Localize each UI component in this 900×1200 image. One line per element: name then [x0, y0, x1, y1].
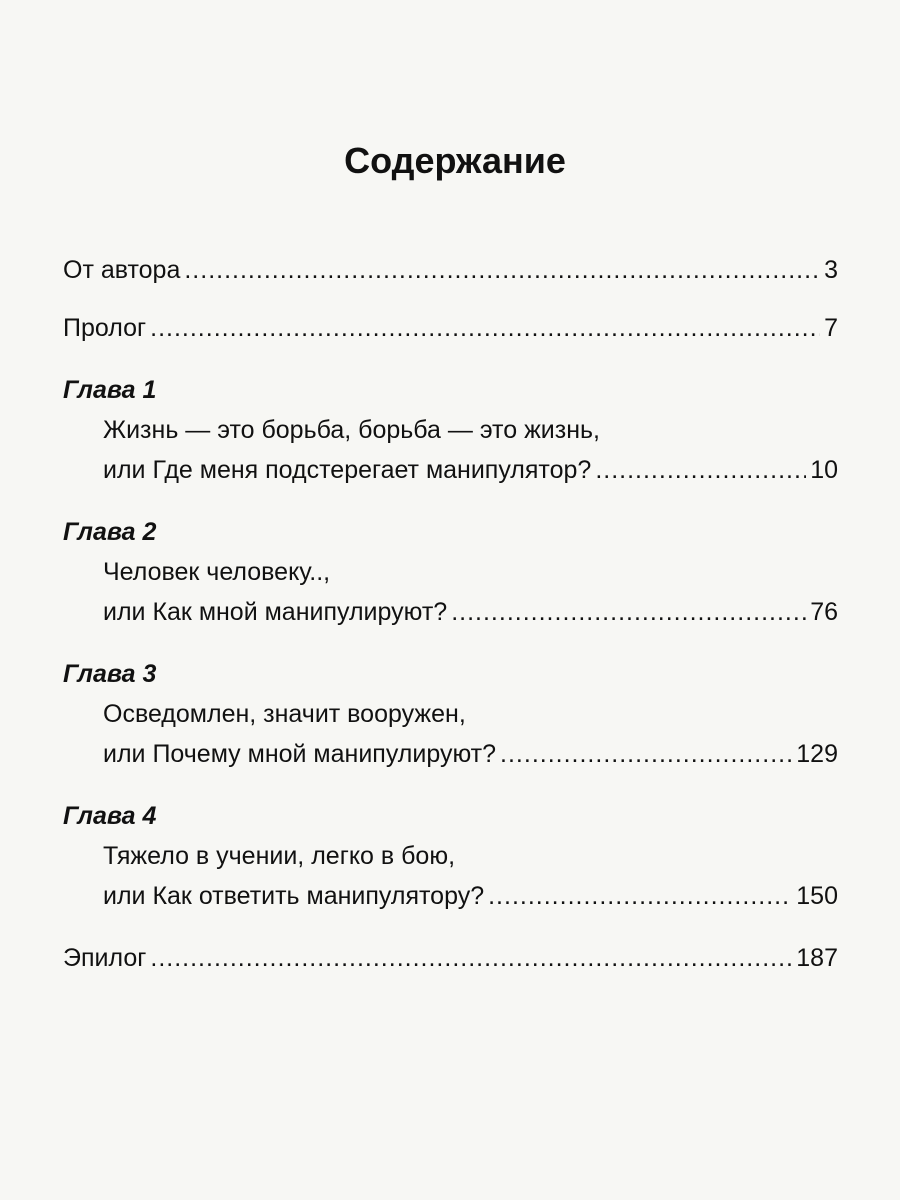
toc-entry-chapter-3 [63, 734, 838, 774]
dot-leader [184, 250, 820, 290]
chapter-heading: Глава 4 [63, 802, 157, 830]
dot-leader [488, 876, 792, 916]
dot-leader [451, 592, 806, 632]
toc-entry-author [63, 250, 838, 290]
toc-entry-chapter-2 [63, 592, 838, 632]
chapter-title-line: или Где меня подстерегает манипулятор? [103, 456, 592, 484]
toc-entry-label: От автора [63, 256, 181, 284]
toc-page-number: 76 [810, 598, 838, 626]
chapter-heading: Глава 3 [63, 660, 157, 688]
toc-page-number: 7 [824, 314, 838, 342]
toc-entry-chapter-4 [63, 876, 838, 916]
toc-entry-label: Пролог [63, 314, 147, 342]
chapter-title-line: Жизнь — это борьба, борьба — это жизнь, [103, 416, 600, 444]
chapter-title-line: Тяжело в учении, легко в бою, [103, 842, 456, 870]
toc-page-number: 187 [796, 944, 838, 972]
dot-leader [150, 938, 792, 978]
dot-leader [595, 450, 806, 490]
page-title: Содержание [344, 140, 566, 181]
toc-page-number: 3 [824, 256, 838, 284]
chapter-title-line: или Как мной манипулируют? [103, 598, 448, 626]
chapter-title-line: Человек человеку.., [103, 558, 331, 586]
dot-leader [500, 734, 792, 774]
table-of-contents [63, 250, 838, 978]
dot-leader [150, 308, 820, 348]
toc-page-number: 129 [796, 740, 838, 768]
chapter-title-line: или Как ответить манипулятору? [103, 882, 485, 910]
toc-entry-prologue [63, 308, 838, 348]
chapter-title-line: Осведомлен, значит вооружен, [103, 700, 466, 728]
toc-page-number: 10 [810, 456, 838, 484]
toc-entry-label: Эпилог [63, 944, 147, 972]
chapter-heading: Глава 2 [63, 518, 157, 546]
chapter-title-line: или Почему мной манипулируют? [103, 740, 497, 768]
toc-page-number: 150 [796, 882, 838, 910]
toc-entry-epilogue [63, 938, 838, 978]
toc-entry-chapter-1 [63, 450, 838, 490]
chapter-heading: Глава 1 [63, 376, 157, 404]
